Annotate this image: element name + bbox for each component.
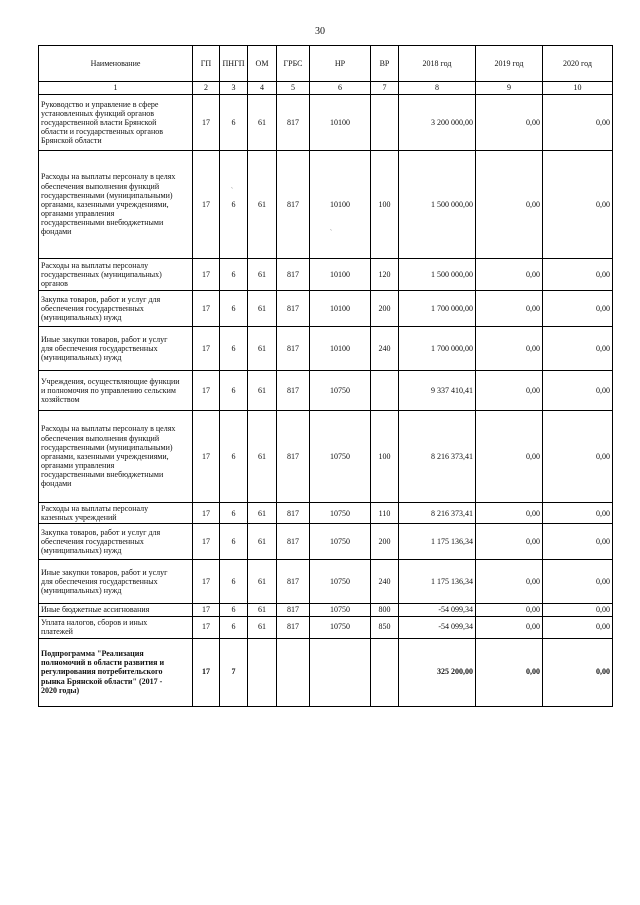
cell-y2018: 1 175 136,34 bbox=[399, 560, 476, 604]
cell-y2020: 0,00 bbox=[543, 151, 613, 259]
cell-grbs: 817 bbox=[277, 327, 310, 371]
cell-y2018: -54 099,34 bbox=[399, 604, 476, 616]
cell-name: Закупка товаров, работ и услуг для обеспечения государственных (муниципальных) нужд bbox=[39, 291, 193, 327]
cell-y2020: 0,00 bbox=[543, 259, 613, 291]
cell-name: Расходы на выплаты персоналу в целях обеспечения выполнения функций государственными (муниципальными) органами, казенными учреждениями, органами управления государственными внебюджетными фондами bbox=[39, 411, 193, 503]
cell-pngp: 6 bbox=[220, 524, 248, 560]
col-index: 1 bbox=[39, 82, 193, 95]
cell-vr: 110 bbox=[371, 503, 399, 524]
cell-nr: 10750 bbox=[310, 616, 371, 638]
cell-gp: 17 bbox=[193, 411, 220, 503]
cell-pngp: 6 bbox=[220, 411, 248, 503]
cell-gp: 17 bbox=[193, 638, 220, 706]
cell-vr: 200 bbox=[371, 524, 399, 560]
cell-name: Расходы на выплаты персоналу государственных (муниципальных) органов bbox=[39, 259, 193, 291]
col-index: 3 bbox=[220, 82, 248, 95]
table-row bbox=[39, 291, 613, 327]
header-2020: 2020 год bbox=[543, 46, 613, 82]
cell-grbs: 817 bbox=[277, 524, 310, 560]
cell-grbs: 817 bbox=[277, 411, 310, 503]
cell-nr: 10100 bbox=[310, 291, 371, 327]
cell-vr bbox=[371, 638, 399, 706]
cell-y2020: 0,00 bbox=[543, 638, 613, 706]
cell-y2020: 0,00 bbox=[543, 616, 613, 638]
cell-y2019: 0,00 bbox=[476, 291, 543, 327]
cell-y2018: 1 500 000,00 bbox=[399, 259, 476, 291]
cell-y2018: 325 200,00 bbox=[399, 638, 476, 706]
cell-nr: 10750 bbox=[310, 560, 371, 604]
cell-om: 61 bbox=[248, 503, 277, 524]
cell-y2019: 0,00 bbox=[476, 604, 543, 616]
cell-grbs: 817 bbox=[277, 371, 310, 411]
table-row bbox=[39, 524, 613, 560]
cell-y2018: 1 700 000,00 bbox=[399, 327, 476, 371]
budget-table bbox=[38, 45, 613, 707]
table-body bbox=[39, 95, 613, 707]
cell-nr: 10750 bbox=[310, 371, 371, 411]
cell-gp: 17 bbox=[193, 95, 220, 151]
cell-pngp: 6 bbox=[220, 371, 248, 411]
cell-y2019: 0,00 bbox=[476, 638, 543, 706]
table-row bbox=[39, 560, 613, 604]
cell-vr: 200 bbox=[371, 291, 399, 327]
cell-grbs bbox=[277, 638, 310, 706]
table-row bbox=[39, 327, 613, 371]
cell-y2020: 0,00 bbox=[543, 291, 613, 327]
cell-nr: 10750 bbox=[310, 604, 371, 616]
cell-vr: 120 bbox=[371, 259, 399, 291]
cell-pngp: 6 bbox=[220, 560, 248, 604]
cell-grbs: 817 bbox=[277, 95, 310, 151]
cell-name: Закупка товаров, работ и услуг для обеспечения государственных (муниципальных) нужд bbox=[39, 524, 193, 560]
cell-nr: 10750 bbox=[310, 503, 371, 524]
cell-nr: 10750 bbox=[310, 411, 371, 503]
cell-nr: 10750 bbox=[310, 524, 371, 560]
cell-y2019: 0,00 bbox=[476, 371, 543, 411]
col-index: 4 bbox=[248, 82, 277, 95]
header-row bbox=[39, 46, 613, 82]
cell-grbs: 817 bbox=[277, 604, 310, 616]
cell-gp: 17 bbox=[193, 259, 220, 291]
cell-y2020: 0,00 bbox=[543, 524, 613, 560]
cell-pngp: 6 bbox=[220, 259, 248, 291]
cell-pngp: 6 bbox=[220, 291, 248, 327]
cell-pngp: 6 bbox=[220, 503, 248, 524]
cell-om bbox=[248, 638, 277, 706]
col-index: 9 bbox=[476, 82, 543, 95]
cell-om: 61 bbox=[248, 95, 277, 151]
table-row bbox=[39, 638, 613, 706]
cell-nr bbox=[310, 638, 371, 706]
table-row bbox=[39, 616, 613, 638]
header-name: Наименование bbox=[39, 46, 193, 82]
cell-om: 61 bbox=[248, 604, 277, 616]
table-row bbox=[39, 151, 613, 259]
cell-pngp: 6 bbox=[220, 151, 248, 259]
cell-grbs: 817 bbox=[277, 616, 310, 638]
cell-y2019: 0,00 bbox=[476, 95, 543, 151]
col-index: 6 bbox=[310, 82, 371, 95]
cell-vr bbox=[371, 371, 399, 411]
cell-y2019: 0,00 bbox=[476, 524, 543, 560]
cell-gp: 17 bbox=[193, 371, 220, 411]
cell-vr: 850 bbox=[371, 616, 399, 638]
cell-y2019: 0,00 bbox=[476, 327, 543, 371]
cell-nr: 10100 bbox=[310, 327, 371, 371]
cell-grbs: 817 bbox=[277, 503, 310, 524]
cell-name: Руководство и управление в сфере установленных функций органов государственной власти Брянской области и государственных органов Брянской области bbox=[39, 95, 193, 151]
table-row bbox=[39, 503, 613, 524]
cell-y2020: 0,00 bbox=[543, 327, 613, 371]
cell-name: Иные закупки товаров, работ и услуг для обеспечения государственных (муниципальных) нужд bbox=[39, 327, 193, 371]
cell-name: Уплата налогов, сборов и иных платежей bbox=[39, 616, 193, 638]
cell-om: 61 bbox=[248, 291, 277, 327]
cell-name: Иные закупки товаров, работ и услуг для обеспечения государственных (муниципальных) нужд bbox=[39, 560, 193, 604]
cell-om: 61 bbox=[248, 616, 277, 638]
cell-y2019: 0,00 bbox=[476, 616, 543, 638]
page-number: 30 bbox=[315, 26, 325, 37]
header-gp: ГП bbox=[193, 46, 220, 82]
cell-y2019: 0,00 bbox=[476, 259, 543, 291]
cell-y2020: 0,00 bbox=[543, 604, 613, 616]
cell-pngp: 7 bbox=[220, 638, 248, 706]
cell-y2020: 0,00 bbox=[543, 371, 613, 411]
cell-nr: 10100 bbox=[310, 95, 371, 151]
col-index: 2 bbox=[193, 82, 220, 95]
cell-grbs: 817 bbox=[277, 259, 310, 291]
cell-y2018: 1 700 000,00 bbox=[399, 291, 476, 327]
cell-gp: 17 bbox=[193, 291, 220, 327]
table-row bbox=[39, 95, 613, 151]
cell-y2018: 8 216 373,41 bbox=[399, 503, 476, 524]
cell-y2020: 0,00 bbox=[543, 95, 613, 151]
cell-name: Подпрограмма "Реализация полномочий в области развития и регулирования потребительского рынка Брянской области" (2017 - 2020 годы) bbox=[39, 638, 193, 706]
header-om: ОМ bbox=[248, 46, 277, 82]
cell-y2020: 0,00 bbox=[543, 503, 613, 524]
cell-vr: 240 bbox=[371, 327, 399, 371]
cell-y2018: -54 099,34 bbox=[399, 616, 476, 638]
table-row bbox=[39, 411, 613, 503]
col-index: 7 bbox=[371, 82, 399, 95]
cell-vr bbox=[371, 95, 399, 151]
cell-om: 61 bbox=[248, 327, 277, 371]
header-2019: 2019 год bbox=[476, 46, 543, 82]
col-index: 10 bbox=[543, 82, 613, 95]
table-row bbox=[39, 371, 613, 411]
cell-y2019: 0,00 bbox=[476, 151, 543, 259]
cell-gp: 17 bbox=[193, 560, 220, 604]
cell-y2019: 0,00 bbox=[476, 411, 543, 503]
cell-pngp: 6 bbox=[220, 616, 248, 638]
cell-gp: 17 bbox=[193, 327, 220, 371]
cell-om: 61 bbox=[248, 560, 277, 604]
header-vr: ВР bbox=[371, 46, 399, 82]
cell-name: Иные бюджетные ассигнования bbox=[39, 604, 193, 616]
header-2018: 2018 год bbox=[399, 46, 476, 82]
cell-gp: 17 bbox=[193, 151, 220, 259]
cell-nr: 10100 bbox=[310, 259, 371, 291]
cell-y2020: 0,00 bbox=[543, 560, 613, 604]
col-index: 8 bbox=[399, 82, 476, 95]
cell-grbs: 817 bbox=[277, 291, 310, 327]
cell-y2019: 0,00 bbox=[476, 560, 543, 604]
scan-speck: ` bbox=[231, 188, 233, 194]
cell-om: 61 bbox=[248, 411, 277, 503]
cell-om: 61 bbox=[248, 259, 277, 291]
cell-vr: 100 bbox=[371, 411, 399, 503]
cell-y2019: 0,00 bbox=[476, 503, 543, 524]
cell-gp: 17 bbox=[193, 503, 220, 524]
cell-pngp: 6 bbox=[220, 604, 248, 616]
cell-name: Учреждения, осуществляющие функции и полномочия по управлению сельским хозяйством bbox=[39, 371, 193, 411]
scan-speck: ` bbox=[330, 230, 332, 236]
cell-y2018: 1 175 136,34 bbox=[399, 524, 476, 560]
cell-y2018: 3 200 000,00 bbox=[399, 95, 476, 151]
column-index-row bbox=[39, 82, 613, 95]
cell-name: Расходы на выплаты персоналу в целях обеспечения выполнения функций государственными (муниципальными) органами, казенными учреждениями, органами управления государственными внебюджетными фондами bbox=[39, 151, 193, 259]
table-row bbox=[39, 259, 613, 291]
cell-vr: 800 bbox=[371, 604, 399, 616]
cell-grbs: 817 bbox=[277, 560, 310, 604]
cell-y2018: 9 337 410,41 bbox=[399, 371, 476, 411]
cell-om: 61 bbox=[248, 524, 277, 560]
header-pngp: ПНГП bbox=[220, 46, 248, 82]
cell-gp: 17 bbox=[193, 604, 220, 616]
table-row bbox=[39, 604, 613, 616]
cell-name: Расходы на выплаты персоналу казенных учреждений bbox=[39, 503, 193, 524]
cell-om: 61 bbox=[248, 371, 277, 411]
cell-pngp: 6 bbox=[220, 95, 248, 151]
cell-y2018: 8 216 373,41 bbox=[399, 411, 476, 503]
col-index: 5 bbox=[277, 82, 310, 95]
cell-gp: 17 bbox=[193, 524, 220, 560]
header-nr: НР bbox=[310, 46, 371, 82]
cell-nr: 10100 bbox=[310, 151, 371, 259]
cell-pngp: 6 bbox=[220, 327, 248, 371]
cell-y2018: 1 500 000,00 bbox=[399, 151, 476, 259]
cell-vr: 240 bbox=[371, 560, 399, 604]
header-grbs: ГРБС bbox=[277, 46, 310, 82]
cell-y2020: 0,00 bbox=[543, 411, 613, 503]
cell-gp: 17 bbox=[193, 616, 220, 638]
cell-grbs: 817 bbox=[277, 151, 310, 259]
cell-om: 61 bbox=[248, 151, 277, 259]
cell-vr: 100 bbox=[371, 151, 399, 259]
